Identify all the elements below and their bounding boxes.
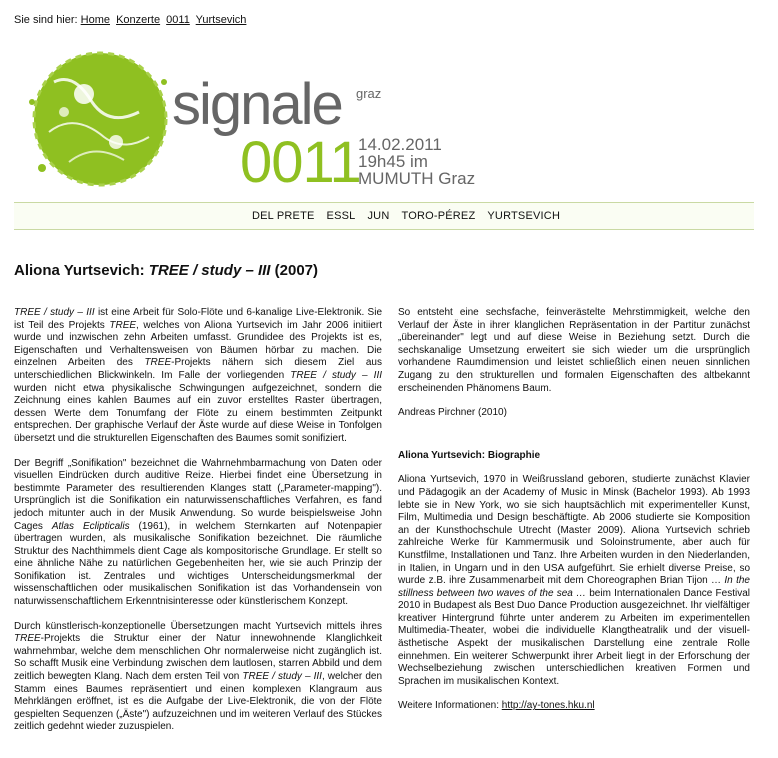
text-span: Aliona Yurtsevich, 1970 in Weißrussland geboren, studierte zunächst Klavier und Pädagogik an der Academy of Music in Minsk (Bachelor 1993). Ab 1993 lebte sie in New York, wo sie sich hauptsächlich mit experimenteller Kunst, Film, Multimedia und Design beschäftigte. Ab 2006 studierte sie Komposition an der Kunsthochschule Utrecht (Master 2009). Aliona Yurtsevich schrieb zahlreiche Werke für Kammermusik und Soloinstrumente, aber auch für Kunstfilme, Installationen und Tanz. Ihre Arbeiten wurden in den Niederlanden, in Italien, in Ungarn und in den USA aufgeführt. Sie erhielt diverse Preise, so wurde z.B. ihre Zusammenarbeit mit dem Choreographen Brian Tijon … [398, 474, 750, 587]
tree-ring-icon [29, 53, 167, 185]
project-title: TREE [14, 633, 41, 645]
text-span: -Projekts die Struktur einer der Natur innewohnende Klanglichkeit wahrnehmbar, welche dem menschlichen Ohr normalerweise nicht zugänglich ist. So schafft Musik eine Verbindung zwischen dem lautlosen, starren Abbild und dem zeitlich bewegten Klang. Nach dem ersten Teil von [14, 633, 382, 683]
text-span: wurden nicht etwa physikalische Schwingungen aufgezeichnet, sondern die Zeichnung eines kahlen Baumes auf ein zuvor erstelltes Raster übertragen, dessen Werte dem Tonumfang der Flöte zu einem bestimmten Zeitpunkt entsprechen. Der graphische Verlauf der Äste wurde auf diese Weise in Tonfolgen übersetzt und die strukturellen Eigenschaften des Baumes somit sonifiziert. [14, 382, 382, 444]
concept-paragraph [14, 621, 382, 734]
event-venue: MUMUTH Graz [358, 169, 476, 188]
logo-number: 0011 [240, 130, 361, 195]
nav-item-del-prete[interactable]: DEL PRETE [252, 210, 315, 222]
signale-logo [14, 42, 754, 197]
more-info [398, 700, 750, 713]
logo-word: signale [172, 72, 342, 137]
text-span: Durch künstlerisch-konzeptionelle Übersetzungen macht Yurtsevich mittels ihres [14, 620, 382, 632]
work-title: TREE / study – III [14, 307, 95, 318]
event-date: 14.02.2011 [358, 135, 442, 154]
work-title: TREE / study – III [290, 369, 382, 381]
header-banner [14, 42, 754, 197]
text-span: Der Begriff „Sonifikation" bezeichnet die Wahrnehmbarmachung von Daten oder visuellen Eindrücken durch auditive Reize. Hierbei findet eine Übersetzung in bestimmte Parameter des resultierenden Klanges statt („Parameter-mapping"). Ursprünglich ist die Sonifikation ein naturwissenschaftliches Verfahren, es fand jedoch mitunter auch in der Musik Anwendung. So wurde beispielsweise John Cages [14, 457, 382, 532]
project-title: TREE [109, 319, 137, 331]
text-span: , welches von Aliona Yurtsevich im Jahr 2006 initiiert wurde und inzwischen zehn Arbeiten umfasst. Grundidee des Projekts ist es, Eigenschaften und Verhaltensweisen von Bäumen hörbar zu machen. Die einzelnen Arbeiten des [14, 319, 383, 369]
text-span: -Projekts nähern sich diesem Ziel aus unterschiedlichen Blickwinkeln. Im Falle der vorliegenden [14, 357, 382, 381]
nav-item-yurtsevich[interactable]: YURTSEVICH [487, 210, 561, 222]
composer-nav [14, 202, 754, 230]
cage-work-title: Atlas Eclipticalis [51, 520, 130, 532]
nav-item-essl[interactable]: ESSL [326, 210, 356, 222]
breadcrumb-link-0011[interactable]: 0011 [166, 14, 190, 26]
nav-item-jun[interactable]: JUN [367, 210, 390, 222]
text-span: (1961), in welchem Sternkarten auf Notenpapier übertragen wurden, als musikalische Sonifikation bezeichnet. Die räumliche Struktur des Nachthimmels dient Cage als kompositorische Grundlage. Er stellt so eine ähnliche Nähe zu natürlichen Gegebenheiten her, wie sie auch Prinzip der Sonifikation ist. Zentrales und wichtiges Unterscheidungsmerkmal der wissenschaftlichen oder musikalischen Sonifikation ist das Vorhandensein von naturwissenschaftlichem Erkenntnisinteresse oder künstlerischem Konzept. [14, 520, 382, 608]
text-span: ist eine Arbeit für Solo-Flöte und 6-kanalige Live-Elektronik. Sie ist Teil des Projekts [14, 307, 383, 331]
breadcrumb-link-konzerte[interactable]: Konzerte [116, 14, 161, 26]
work-title: TREE / study – III [242, 671, 322, 683]
biography-paragraph [398, 474, 750, 688]
breadcrumb [14, 13, 249, 27]
breadcrumb-link-home[interactable]: Home [80, 14, 110, 26]
article-right-column [398, 307, 750, 725]
event-time: 19h45 im [358, 152, 428, 171]
nav-item-toro-perez[interactable]: TORO-PÉREZ [401, 210, 476, 222]
article-left-column [14, 307, 382, 746]
text-span: beim Internationalen Dance Festival 2010 in Budapest als Best Duo Dance Production ausgezeichnet. Ihr vielfältiger kreativer Hintergrund führte unter anderem zu Arbeiten im experimentellen Multimedia-Theater, wobei die individuelle Klangtheatralik und der visuell-ästhetische Aspekt der musikalischen Darstellung eine zentrale Rolle einnehmen. Ein weiterer Schwerpunkt ihrer Arbeit liegt in der Erforschung der Wechselbeziehung zwischen unterschiedlichen kreativen Formen und Sprachen im musikalischen Kontext. [398, 587, 751, 687]
dance-work-title: In the stillness between two waves of the sea … [398, 575, 750, 599]
sonification-paragraph [14, 458, 382, 609]
breadcrumb-prefix: Sie sind hier: [14, 14, 78, 26]
intro-paragraph [14, 307, 382, 446]
title-year: (2007) [274, 262, 319, 279]
project-title: TREE [144, 357, 172, 369]
more-info-link[interactable]: http://ay-tones.hku.nl [501, 700, 595, 712]
polyphony-paragraph: So entsteht eine sechsfache, feinverästelte Mehrstimmigkeit, welche den Verlauf der Äste in ihrer klanglichen Repräsentation in der Partitur zunächst „übereinander" legt und auf diese Weise in Beziehung setzt. Durch die sechskanalige Umsetzung erweitert sie sich wieder um die ursprünglich vorhandene Raumdimension und leistet schließlich einen neuen sinnlichen Zugang zu den strukturellen und formalen Eigenschaften des altbekannt erscheinenden Phänomens Baum. [398, 307, 750, 394]
biography-heading: Aliona Yurtsevich: Biographie [398, 449, 541, 461]
title-work: TREE / study – III [148, 262, 271, 279]
logo-city: graz [356, 86, 382, 101]
page-title [14, 262, 318, 280]
author-credit: Andreas Pirchner (2010) [398, 407, 507, 419]
more-info-label: Weitere Informationen: [398, 700, 499, 712]
text-span: , welcher den Stamm eines Baumes repräsentiert und einen komplexen Klangraum aus Mehrklängen eröffnet, ist es die Aufgabe der Live-Elektronik, die von der Flöte gespielten Sequenzen („Äste") aufzuzeichnen und im weiteren Verlauf des Stückes zeitlich gedehnt wieder zuzuspielen. [14, 671, 382, 733]
title-composer: Aliona Yurtsevich: [14, 262, 145, 279]
breadcrumb-link-yurtsevich[interactable]: Yurtsevich [195, 14, 247, 26]
